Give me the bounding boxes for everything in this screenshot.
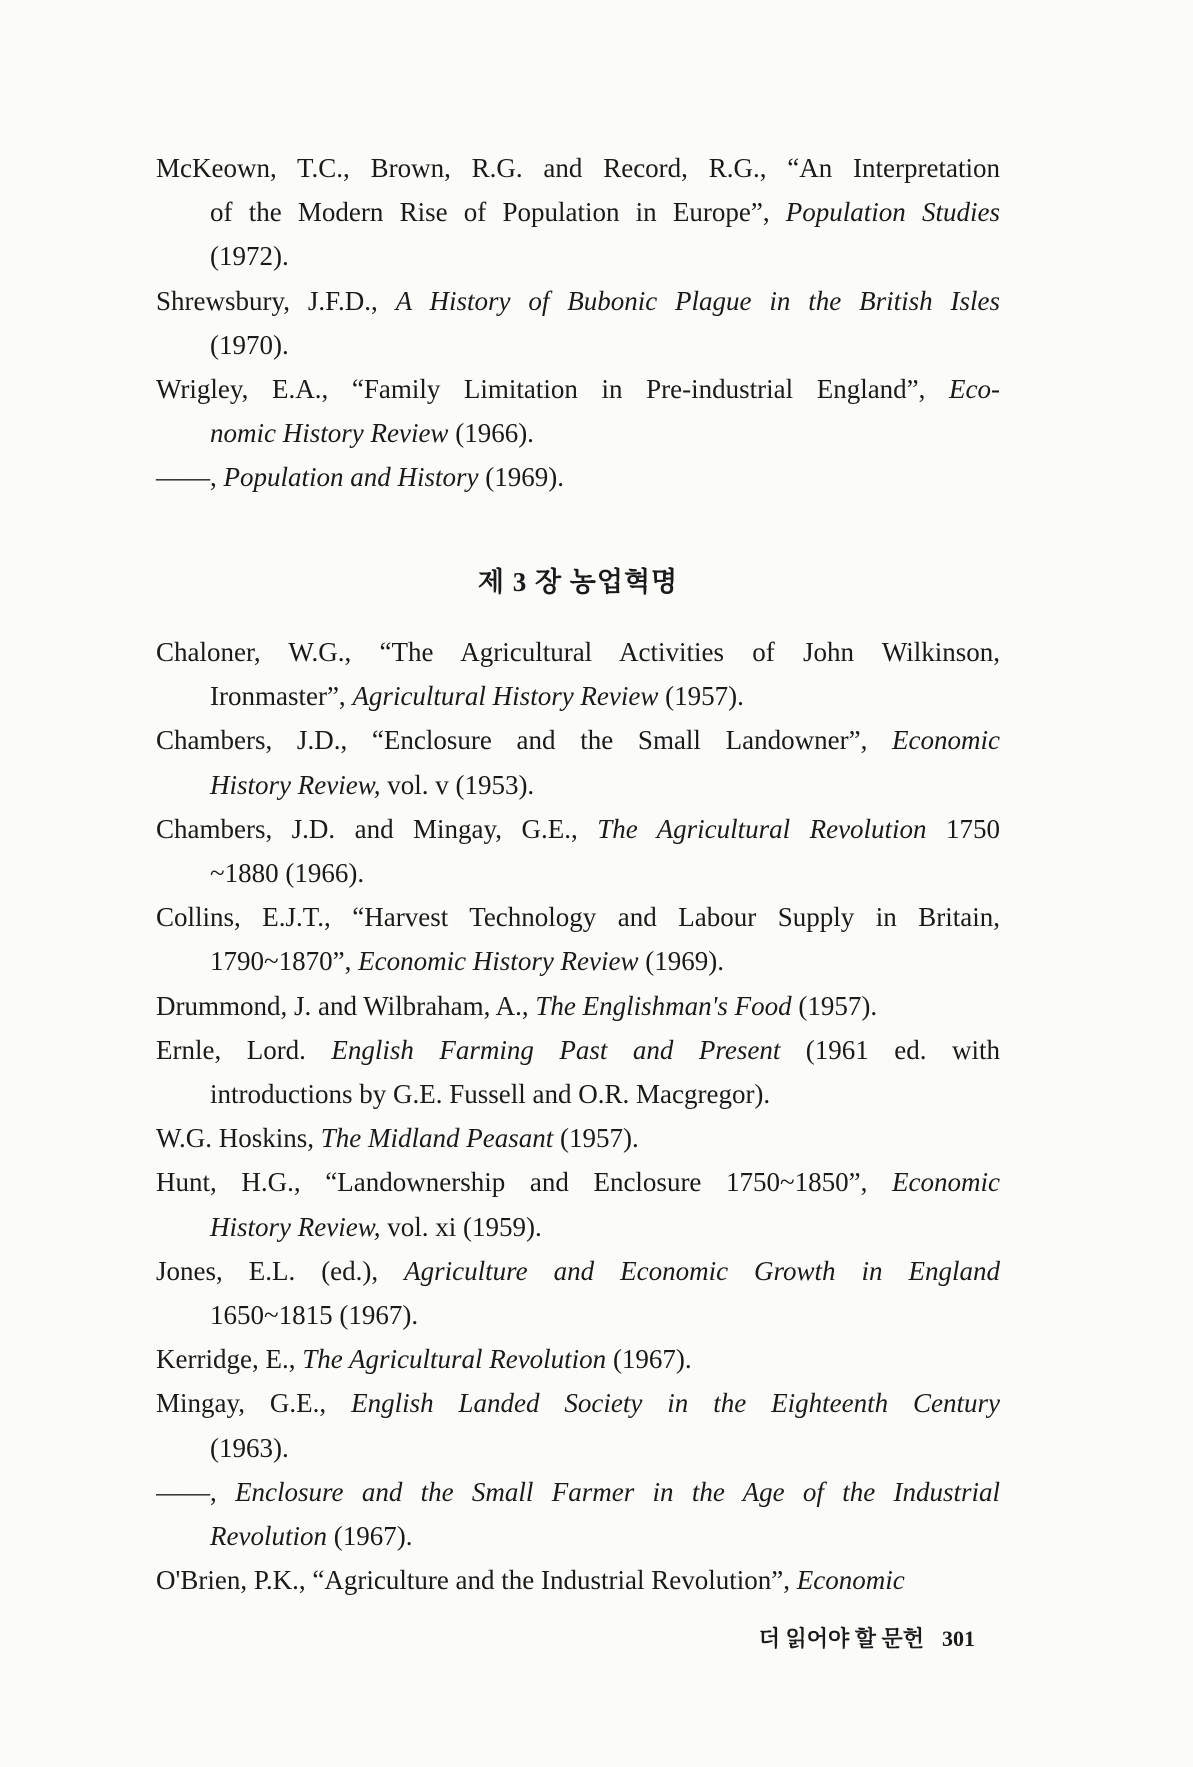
entry-line bbox=[210, 323, 289, 367]
italic-title: Eco- bbox=[949, 374, 1000, 404]
entry-text: Collins, E.J.T., “Harvest Technology and Labour Supply in Britain, bbox=[156, 902, 1000, 932]
entry-text: (1963). bbox=[210, 1433, 289, 1463]
entry-text: (1972). bbox=[210, 241, 289, 271]
entry-line bbox=[156, 1028, 1000, 1072]
entry-line bbox=[210, 1072, 770, 1116]
entry-line bbox=[156, 1558, 905, 1602]
entry-text: (1957). bbox=[791, 991, 878, 1021]
entry-text: Drummond, J. and Wilbraham, A., bbox=[156, 991, 536, 1021]
italic-title: Revolution bbox=[210, 1521, 327, 1551]
entry-text: Jones, E.L. (ed.), bbox=[156, 1256, 405, 1286]
italic-title: A History of Bubonic Plague in the British Isles bbox=[395, 286, 1000, 316]
entry-line bbox=[156, 1381, 1000, 1425]
entry-text: McKeown, T.C., Brown, R.G. and Record, R.G., “An Interpretation bbox=[156, 153, 1000, 183]
entry-text: Chambers, J.D. and Mingay, G.E., bbox=[156, 814, 598, 844]
entry-text: (1966). bbox=[448, 418, 534, 448]
entry-text: (1961 ed. with bbox=[780, 1035, 1000, 1065]
italic-title: The Agricultural Revolution bbox=[597, 814, 927, 844]
italic-title: The Englishman's Food bbox=[535, 991, 792, 1021]
entry-text: vol. v (1953). bbox=[380, 770, 535, 800]
entry-line bbox=[210, 1426, 289, 1470]
entry-line bbox=[210, 234, 289, 278]
entry-text: Chaloner, W.G., “The Agricultural Activities of John Wilkinson, bbox=[156, 637, 1000, 667]
entry-line bbox=[156, 1470, 1000, 1514]
entry-line bbox=[210, 1205, 542, 1249]
entry-text: (1957). bbox=[553, 1123, 639, 1153]
page-number: 301 bbox=[942, 1626, 975, 1651]
page-footer bbox=[741, 1622, 975, 1653]
entry-text: Kerridge, E., bbox=[156, 1344, 303, 1374]
entry-text: of the Modern Rise of Population in Europe”, bbox=[210, 197, 786, 227]
entry-text: Ironmaster”, bbox=[210, 681, 353, 711]
entry-line bbox=[156, 1249, 1000, 1293]
italic-title: The Midland Peasant bbox=[320, 1123, 554, 1153]
entry-line bbox=[156, 279, 1000, 323]
italic-title: Population Studies bbox=[785, 197, 1000, 227]
entry-text: Mingay, G.E., bbox=[156, 1388, 352, 1418]
entry-line bbox=[156, 146, 1000, 190]
italic-title: Agriculture and Economic Growth in England bbox=[404, 1256, 1000, 1286]
entry-text: (1970). bbox=[210, 330, 289, 360]
italic-title: English Farming Past and Present bbox=[331, 1035, 781, 1065]
entry-text: Chambers, J.D., “Enclosure and the Small Landowner”, bbox=[156, 725, 893, 755]
entry-text: Hunt, H.G., “Landownership and Enclosure 1750~1850”, bbox=[156, 1167, 893, 1197]
entry-line bbox=[156, 1160, 1000, 1204]
entry-line bbox=[156, 984, 877, 1028]
entry-text: ——, bbox=[156, 462, 224, 492]
entry-text: O'Brien, P.K., “Agriculture and the Industrial Revolution”, bbox=[156, 1565, 797, 1595]
italic-title: Agricultural History Review bbox=[352, 681, 659, 711]
italic-title: History Review, bbox=[210, 1212, 381, 1242]
italic-title: Economic bbox=[892, 725, 1000, 755]
italic-title: English Landed Society in the Eighteenth Century bbox=[351, 1388, 1000, 1418]
entry-line bbox=[210, 763, 534, 807]
entry-text: (1969). bbox=[638, 946, 724, 976]
entry-line bbox=[156, 895, 1000, 939]
entry-text: (1967). bbox=[606, 1344, 692, 1374]
entry-line bbox=[156, 367, 1000, 411]
chapter-heading: 제 3 장 농업혁명 bbox=[477, 567, 679, 597]
entry-text: Wrigley, E.A., “Family Limitation in Pre-industrial England”, bbox=[156, 374, 950, 404]
entry-line bbox=[156, 1337, 692, 1381]
entry-text: Ernle, Lord. bbox=[156, 1035, 332, 1065]
entry-line bbox=[210, 674, 744, 718]
entry-line bbox=[156, 718, 1000, 762]
entry-line bbox=[156, 455, 564, 499]
entry-line bbox=[210, 1514, 412, 1558]
entry-text: 1750 bbox=[926, 814, 1000, 844]
entry-text: (1969). bbox=[478, 462, 564, 492]
italic-title: nomic History Review bbox=[210, 418, 449, 448]
entry-text: ~1880 (1966). bbox=[210, 858, 365, 888]
entry-line bbox=[210, 190, 1000, 234]
italic-title: Economic bbox=[796, 1565, 905, 1595]
entry-text: Shrewsbury, J.F.D., bbox=[156, 286, 396, 316]
entry-line bbox=[156, 630, 1000, 674]
entry-line bbox=[210, 1293, 418, 1337]
italic-title: The Agricultural Revolution bbox=[302, 1344, 607, 1374]
italic-title: Economic bbox=[892, 1167, 1000, 1197]
entry-line bbox=[156, 807, 1000, 851]
italic-title: History Review, bbox=[210, 770, 381, 800]
entry-text: 1790~1870”, bbox=[210, 946, 359, 976]
running-title: 더 읽어야 할 문헌 bbox=[758, 1626, 924, 1651]
entry-text: introductions by G.E. Fussell and O.R. Macgregor). bbox=[210, 1079, 771, 1109]
italic-title: Enclosure and the Small Farmer in the Age of the Industrial bbox=[235, 1477, 1000, 1507]
entry-text: ——, bbox=[156, 1477, 236, 1507]
entry-text: W.G. Hoskins, bbox=[156, 1123, 321, 1153]
italic-title: Population and History bbox=[223, 462, 479, 492]
italic-title: Economic History Review bbox=[358, 946, 639, 976]
entry-text: vol. xi (1959). bbox=[380, 1212, 542, 1242]
entry-line bbox=[210, 411, 534, 455]
entry-text: (1967). bbox=[326, 1521, 413, 1551]
entry-line bbox=[210, 851, 364, 895]
entry-line bbox=[156, 1116, 639, 1160]
entry-line bbox=[210, 939, 724, 983]
entry-text: 1650~1815 (1967). bbox=[210, 1300, 419, 1330]
entry-text: (1957). bbox=[658, 681, 744, 711]
